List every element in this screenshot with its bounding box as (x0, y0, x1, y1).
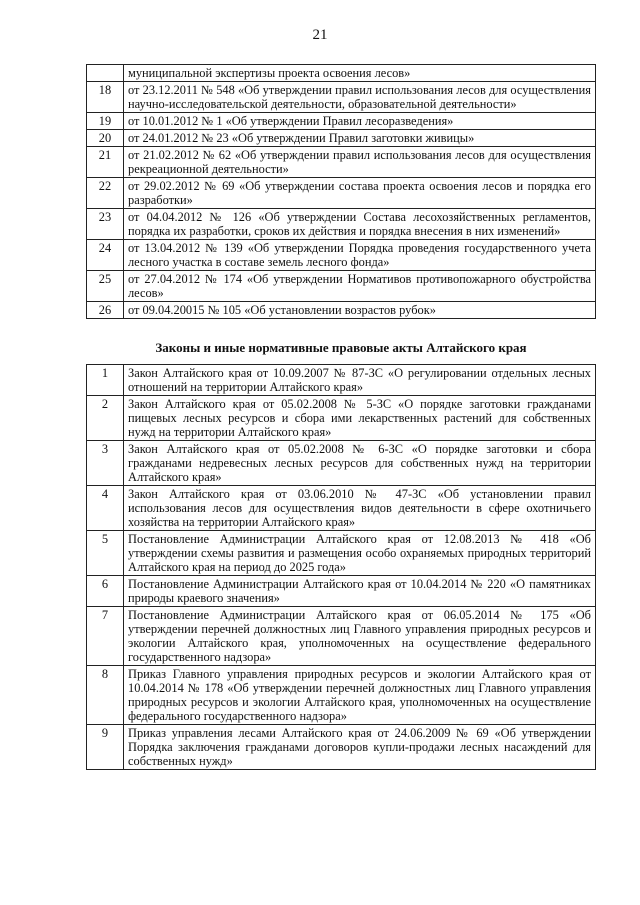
row-number: 7 (87, 607, 124, 666)
row-number: 9 (87, 725, 124, 770)
table-row (87, 486, 596, 531)
table-row (87, 271, 596, 302)
table-row (87, 65, 596, 82)
federal-acts-table (86, 64, 596, 319)
table-row (87, 576, 596, 607)
table-row (87, 178, 596, 209)
table-row (87, 82, 596, 113)
row-text: Закон Алтайского края от 10.09.2007 № 87-ЗС «О регулировании отдельных лесных отношений на территории Алтайского края» (124, 365, 596, 396)
row-number (87, 65, 124, 82)
row-text: от 29.02.2012 № 69 «Об утверждении состава проекта освоения лесов и порядка его разработки» (124, 178, 596, 209)
table-row (87, 396, 596, 441)
table-row (87, 607, 596, 666)
row-text: Закон Алтайского края от 05.02.2008 № 5-ЗС «О порядке заготовки гражданами пищевых лесных ресурсов и сбора ими лекарственных растений для собственных нужд на территории Алтайского края» (124, 396, 596, 441)
row-number: 1 (87, 365, 124, 396)
row-text: Закон Алтайского края от 05.02.2008 № 6-ЗС «О порядке заготовки и сбора гражданами недревесных лесных ресурсов для собственных нужд на территории Алтайского края» (124, 441, 596, 486)
row-number: 3 (87, 441, 124, 486)
row-text: Постановление Администрации Алтайского края от 12.08.2013 № 418 «Об утверждении схемы развития и размещения особо охраняемых природных территорий Алтайского края на период до 2025 года» (124, 531, 596, 576)
row-text: от 04.04.2012 № 126 «Об утверждении Состава лесохозяйственных регламентов, порядка их разработки, сроков их действия и порядка внесения в них изменений» (124, 209, 596, 240)
row-text: от 23.12.2011 № 548 «Об утверждении правил использования лесов для осуществления научно-исследовательской деятельности, образовательной деятельности» (124, 82, 596, 113)
table-row (87, 666, 596, 725)
row-number: 4 (87, 486, 124, 531)
table-row (87, 302, 596, 319)
table-row (87, 113, 596, 130)
row-number: 26 (87, 302, 124, 319)
row-text: от 24.01.2012 № 23 «Об утверждении Правил заготовки живицы» (124, 130, 596, 147)
page-number: 21 (312, 27, 328, 43)
row-number: 2 (87, 396, 124, 441)
row-text: Приказ управления лесами Алтайского края от 24.06.2009 № 69 «Об утверждении Порядка заключения гражданами договоров купли-продажи лесных насаждений для собственных нужд» (124, 725, 596, 770)
row-text: Постановление Администрации Алтайского края от 10.04.2014 № 220 «О памятниках природы краевого значения» (124, 576, 596, 607)
table-row (87, 725, 596, 770)
row-text: Постановление Администрации Алтайского края от 06.05.2014 № 175 «Об утверждении перечней должностных лиц Главного управления природных ресурсов и экологии Алтайского края, уполномоченных на осуществление федерального государственного надзора» (124, 607, 596, 666)
row-text: Приказ Главного управления природных ресурсов и экологии Алтайского края от 10.04.2014 № 178 «Об утверждении перечней должностных лиц Главного управления природных ресурсов и экологии Алтайского края, уполномоченных на осуществление федерального государственного надзора» (124, 666, 596, 725)
row-text: от 13.04.2012 № 139 «Об утверждении Порядка проведения государственного учета лесного участка в составе земель лесного фонда» (124, 240, 596, 271)
table-row (87, 240, 596, 271)
row-number: 6 (87, 576, 124, 607)
row-number: 5 (87, 531, 124, 576)
row-number: 22 (87, 178, 124, 209)
table-row (87, 441, 596, 486)
row-text: от 21.02.2012 № 62 «Об утверждении правил использования лесов для осуществления рекреационной деятельности» (124, 147, 596, 178)
table-row (87, 209, 596, 240)
row-number: 19 (87, 113, 124, 130)
row-text: от 09.04.20015 № 105 «Об установлении возрастов рубок» (124, 302, 596, 319)
row-text: Закон Алтайского края от 03.06.2010 № 47-ЗС «Об установлении правил использования лесов для осуществления видов деятельности в сфере охотничьего хозяйства на территории Алтайского края» (124, 486, 596, 531)
table-row (87, 130, 596, 147)
row-text: муниципальной экспертизы проекта освоения лесов» (124, 65, 596, 82)
row-number: 24 (87, 240, 124, 271)
table-row (87, 531, 596, 576)
row-number: 23 (87, 209, 124, 240)
row-number: 8 (87, 666, 124, 725)
table-row (87, 365, 596, 396)
section-title: Законы и иные нормативные правовые акты Алтайского края (155, 340, 527, 355)
row-number: 25 (87, 271, 124, 302)
row-text: от 27.04.2012 № 174 «Об утверждении Нормативов противопожарного обустройства лесов» (124, 271, 596, 302)
row-number: 21 (87, 147, 124, 178)
regional-acts-table (86, 364, 596, 770)
row-number: 18 (87, 82, 124, 113)
table-row (87, 147, 596, 178)
row-text: от 10.01.2012 № 1 «Об утверждении Правил лесоразведения» (124, 113, 596, 130)
row-number: 20 (87, 130, 124, 147)
